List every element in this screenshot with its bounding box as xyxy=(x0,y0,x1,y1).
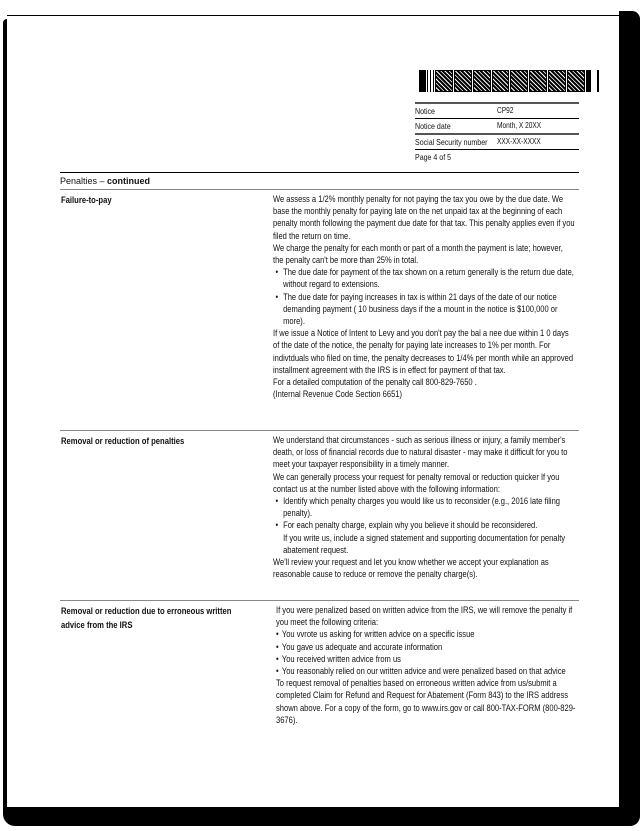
page-number: Page 4 of 5 xyxy=(415,152,452,162)
erroneous-advice-row xyxy=(60,600,579,751)
bullet-item: • You received written advice from us xyxy=(276,653,578,665)
notice-date-value: Month, X 20XX xyxy=(497,121,542,130)
paragraph: If we issue a Notice of Intent to Levy and you don't pay the bal a nee due within 1 0 days of the date of the notice, the penalty for paying late increases to 1% per month. For indivtduals who filed on time, the penalty decreases to 1/4% per month while an approved installment agreement with the IRS is in effect for payment of that tax. xyxy=(273,328,574,375)
ssn-row xyxy=(415,133,579,149)
bullet-item: • Identify which penalty charges you would like us to reconsider (e.g., 2016 late filing penalty). xyxy=(273,495,575,519)
code-reference: (Internal Revenue Code Section 6651) xyxy=(273,389,403,400)
row-body xyxy=(273,193,575,400)
bullet-item: • You reasonably relied on our written advice and were penalized based on that advice xyxy=(276,665,578,677)
paragraph: If you were penalized based on written advice from the IRS, we will remove the penalty if you meet the following criteria: xyxy=(276,605,573,628)
barcode xyxy=(419,70,599,92)
row-title: Failure-to-pay xyxy=(61,195,112,205)
paragraph: We understand that circumstances - such as serious illness or injury, a family member's death, or loss of financial records due to natural disaster - may make it difficult for you to meet your taxpayer responsibility in a timely manner. xyxy=(273,435,568,470)
row-title: Removal or reduction due to erroneous written advice from the IRS xyxy=(61,606,232,630)
notice-label: Notice xyxy=(415,106,435,116)
indented-note: If you write us, include a signed statement and supporting documentation for penalty abatement request. xyxy=(283,532,566,555)
paragraph: We assess a 1/2% monthly penalty for not paying the tax you owe by the due date. We base the monthly penalty for paying late on the net unpaid tax at the beginning of each penalty month following the payment due date for that tax. This penalty applies even if you filed the return on time. xyxy=(273,194,575,241)
failure-to-pay-row xyxy=(60,189,579,430)
row-body xyxy=(273,434,575,580)
bullet-item: • You vvrote us asking for written advice on a specific issue xyxy=(276,628,578,640)
paragraph: We'll review your request and let you know whether we accept your explanation as reasonable cause to reduce or remove the penalty charge(s). xyxy=(273,557,549,580)
notice-date-label: Notice date xyxy=(415,121,451,131)
bullet-item: • The due date for payment of the tax shown on a return generally is the return due date, without regard to extensions. xyxy=(273,266,575,290)
ssn-value: XXX-XX-XXXX xyxy=(497,137,541,146)
page-shadow-right xyxy=(619,11,640,825)
bullet-item: • The due date for paying increases in tax is within 21 days of the date of our notice demanding payment ( 10 business days if the a mount in the notice is $100,000 or more). xyxy=(273,291,575,328)
paragraph: We charge the penalty for each month or part of a month the payment is late; however, the penalty can't be more than 25% in total. xyxy=(273,242,563,266)
ssn-label: Social Security number xyxy=(415,137,488,147)
notice-value: CP92 xyxy=(497,106,514,115)
phone-line: For a detailed computation of the penalty call 800-829-7650 . xyxy=(273,377,477,388)
notice-row xyxy=(415,102,579,118)
removal-of-penalties-row xyxy=(60,430,579,601)
page-shadow-bottom xyxy=(3,806,640,826)
bullet-item: • For each penalty charge, explain why you believe it should be reconsidered. xyxy=(273,519,575,531)
document-page xyxy=(7,15,619,807)
row-body xyxy=(276,604,578,726)
section-title-continued: continued xyxy=(107,176,151,186)
row-title: Removal or reduction of penalties xyxy=(61,436,185,446)
section-header xyxy=(60,172,579,190)
bullet-item: • You gave us adequate and accurate information xyxy=(276,641,578,653)
notice-info-table xyxy=(415,102,579,164)
paragraph: We can generally process your request for penalty removal or reduction quicker If you contact us at the number listed above with the following information: xyxy=(273,471,560,494)
notice-date-row xyxy=(415,118,579,133)
page-number-row xyxy=(415,149,579,164)
paragraph: To request removal of penalties based on erroneous written advice from us/submit a completed Claim for Refund and Request for Abatement (Form 843) to the IRS address shown above. For a copy of the form, go to www.irs.gov or call 800-TAX-FORM (800-829-3676). xyxy=(276,678,576,725)
section-title: Penalties – xyxy=(60,176,108,186)
